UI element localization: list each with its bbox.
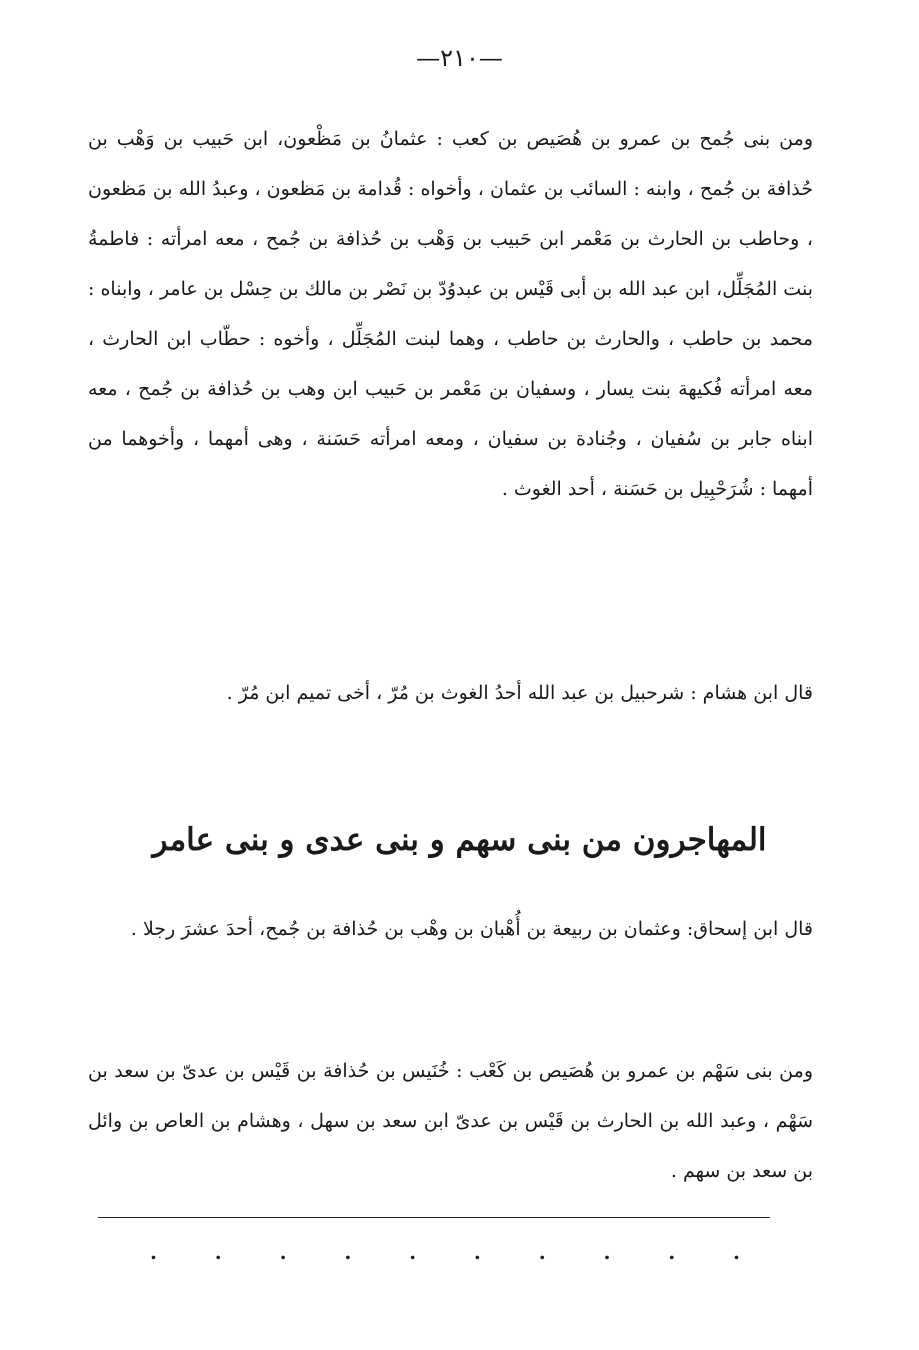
footnote-divider <box>98 1217 770 1218</box>
paragraph-text: ومن بنى سَهْم بن عمرو بن هُصَيص بن كَعْب : خُنَيس بن حُذافة بن قَيْس بن عدىّ بن سعد بن سَهْم ، وعبد الله بن الحارث بن قَيْس بن عدىّ ابن سعد بن سهل ، وهشام بن العاص بن وائل بن سعد بن سهم . <box>88 1060 813 1182</box>
dot: . <box>603 1240 611 1264</box>
page-number: —٢١٠— <box>416 44 503 72</box>
dot: . <box>538 1240 546 1264</box>
dot: . <box>279 1240 287 1264</box>
dot: . <box>344 1240 352 1264</box>
paragraph-ibn-ishaq <box>88 904 813 954</box>
dot: . <box>150 1240 157 1264</box>
section-heading: المهاجرون من بنى سهم و بنى عدى و بنى عامر <box>152 822 767 858</box>
paragraph-text: قال ابن إسحاق: وعثمان بن ربيعة بن أُهْبان بن وهْب بن حُذافة بن جُمح، أحدَ عشرَ رجلا . <box>130 918 813 940</box>
paragraph-text: قال ابن هشام : شرحبيل بن عبد الله أحدُ الغوث بن مُرّ ، أخى تميم ابن مُرّ . <box>226 682 813 704</box>
paragraph-ibn-hisham-note <box>88 668 813 718</box>
dot: . <box>733 1240 740 1264</box>
dot: . <box>409 1240 417 1264</box>
dot: . <box>668 1240 676 1264</box>
dot: . <box>473 1240 481 1264</box>
paragraph-text: ومن بنى جُمح بن عمرو بن هُصَيص بن كعب : عثمانُ بن مَظْعون، ابن حَبيب بن وَهْب بن حُذافة بن جُمح ، وابنه : السائب بن عثمان ، وأخواه : قُدامة بن مَظعون ، وعبدُ الله بن مَظعون ، وحاطب بن الحارث بن مَعْمر ابن حَبيب بن وَهْب بن حُذافة بن جُمح ، معه امرأته : فاطمةُ بنت المُجَلِّل، ابن عبد الله بن أبى قَيْس بن عبدوُدّ بن نَصْر بن مالك بن حِسْل بن عامر ، وابناه : محمد بن حاطب ، والحارث بن حاطب ، وهما لبنت المُجَلِّل ، وأخوه : حطّاب ابن الحارث ، معه امرأته فُكيهة بنت يسار ، وسفيان بن مَعْمر بن حَبيب ابن وهب بن حُذافة بن جُمح ، معه ابناه جابر بن سُفيان ، وجُنادة بن سفيان ، ومعه امرأته حَسَنة ، وهى أمهما ، وأخوهما من أمهما : شُرَحْبِيل بن حَسَنة ، أحد الغوث . <box>88 128 813 500</box>
paragraph-bani-jumah <box>88 114 813 514</box>
dot: . <box>214 1240 222 1264</box>
paragraph-bani-sahm <box>88 1046 813 1196</box>
footnote-dots <box>150 1240 740 1264</box>
